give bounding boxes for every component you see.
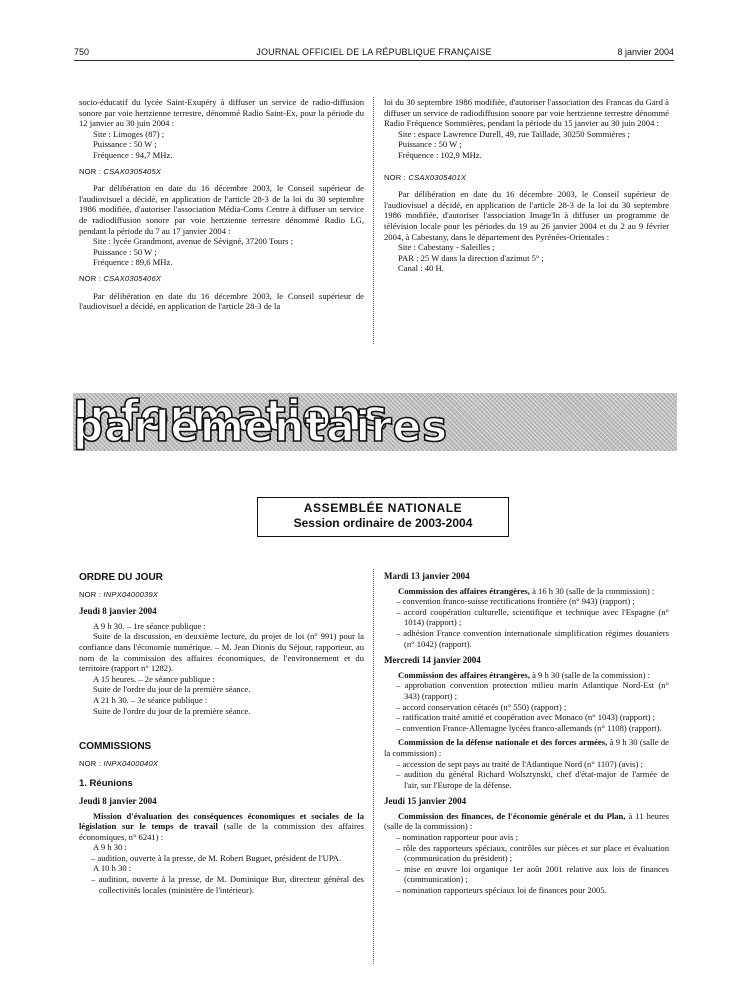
ordre-du-jour-title: ORDRE DU JOUR: [79, 572, 163, 583]
site-line: Site : espace Lawrence Durell, 49, rue Taillade, 30250 Sommières ;: [398, 128, 630, 139]
session-text: Suite de l'ordre du jour de la première séance.: [93, 705, 251, 716]
nor-reference: NOR : CSAX0305405X: [79, 166, 162, 176]
list-item: – ratification traité amitié et coopération avec Monaco (n° 1043) (rapport) ;: [396, 712, 655, 723]
list-item: – convention France-Allemagne lycées franco-allemands (n° 1108) (rapport).: [396, 722, 662, 733]
time-line: A 9 h 30 :: [93, 842, 127, 853]
mission-paragraph: Mission d'évaluation des conséquences économiques et sociales de la législation sur le temps de travail (salle de la commission des affaires économiques, n° 6241) :: [79, 810, 364, 842]
par-line: PAR : 25 W dans la direction d'azimut 5° ;: [398, 252, 544, 263]
top-left-column: [79, 97, 364, 312]
frequency-line: Fréquence : 89,6 MHz.: [93, 257, 173, 268]
list-item: – audition, ouverte à la presse, de M. Robert Buguet, président de l'UPA.: [91, 852, 342, 863]
session-title: Session ordinaire de 2003-2004: [293, 516, 473, 530]
bottom-right-column: [384, 569, 669, 896]
list-item: – audition du général Richard Wolsztynski, chef d'état-major de l'armée de l'air, sur l'Europe de la défense.: [396, 769, 669, 790]
paragraph: Par délibération en date du 16 décembre 2003, le Conseil supérieur de l'audiovisuel a décidé, en application de l'article 28-3 de la loi du 30 septembre 1986 modifiée, d'autoriser l'association Média-Coms Centre à diffuser un service de radiodiffusion sonore par voie hertzienne terrestre dénommé Radio LG, pendant la période du 7 au 17 janvier 2004 :: [79, 183, 364, 236]
list-item: – convention franco-suisse rectifications frontière (n° 943) (rapport) ;: [396, 596, 635, 607]
day-heading: Jeudi 15 janvier 2004: [384, 796, 467, 807]
list-item: – accession de sept pays au traité de l'Atlantique Nord (n° 1107) (avis) ;: [396, 758, 643, 769]
commission-paragraph: Commission des finances, de l'économie générale et du Plan, à 11 heures (salle de la commission) :: [384, 810, 669, 832]
commissions-title: COMMISSIONS: [79, 741, 152, 753]
column-separator: [373, 569, 374, 964]
list-item: – approbation convention protection milieu marin Atlantique Nord-Est (n° 343) (rapport) ;: [396, 680, 669, 701]
nor-reference: NOR : CSAX0305401X: [384, 172, 467, 182]
session-text: Suite de l'ordre du jour de la première séance.: [93, 684, 251, 695]
session-time: A 21 h 30. – 3e séance publique :: [93, 694, 208, 705]
site-line: Site : Limoges (87) ;: [93, 128, 165, 139]
session-time: A 9 h 30. – 1re séance publique :: [93, 620, 206, 631]
journal-title: JOURNAL OFFICIEL DE LA RÉPUBLIQUE FRANÇAISE: [256, 47, 492, 57]
list-item: – adhésion France convention internationale simplification régimes douaniers (n° 1042) (rapport).: [396, 627, 669, 649]
assembly-box: [257, 497, 509, 537]
site-line: Site : lycée Grandmont, avenue de Sévigné, 37200 Tours ;: [93, 236, 293, 247]
top-right-column: [384, 97, 669, 274]
power-line: Puissance : 50 W ;: [93, 139, 157, 150]
list-item: – accord conservation cétacés (n° 550) (rapport) ;: [396, 701, 567, 712]
bottom-left-column: [79, 569, 364, 895]
channel-line: Canal : 40 H.: [398, 263, 444, 274]
day-heading: Jeudi 8 janvier 2004: [79, 606, 157, 617]
nor-reference: NOR : CSAX0305406X: [79, 273, 162, 283]
list-item: – rôle des rapporteurs spéciaux, contrôles sur pièces et sur place et évaluation (communication du président) ;: [396, 842, 669, 864]
banner-title: Informations parlementaires: [73, 391, 449, 451]
day-heading: Jeudi 8 janvier 2004: [79, 795, 157, 806]
issue-date: 8 janvier 2004: [617, 47, 674, 57]
page-number: 750: [74, 47, 90, 57]
list-item: – mise en œuvre loi organique 1er août 2001 relative aux lois de finances (communication) ;: [396, 863, 669, 885]
session-time: A 15 heures. – 2e séance publique :: [93, 673, 215, 684]
commission-paragraph: Commission de la défense nationale et des forces armées, à 9 h 30 (salle de la commission) :: [384, 737, 669, 758]
paragraph: Par délibération en date du 16 décembre 2003, le Conseil supérieur de l'audiovisuel a décidé, en application de l'article 28-3 de la loi du 30 septembre 1986 modifiée, d'autoriser l'association Image'In à diffuser un programme de télévision locale pour les périodes du 19 au 26 janvier 2004 et du 2 au 9 février 2004, à Cabestany, dans le département des Pyrénées-Orientales :: [384, 189, 669, 242]
section-banner: [73, 393, 677, 451]
frequency-line: Fréquence : 102,9 MHz.: [398, 149, 482, 160]
column-separator: [373, 97, 374, 344]
list-item: – audition, ouverte à la presse, de M. Dominique Bur, directeur général des collectivités locales (ministère de l'intérieur).: [91, 874, 364, 895]
nor-reference: NOR : INPX0400039X: [79, 589, 159, 599]
time-line: A 10 h 30 :: [93, 863, 132, 874]
day-heading: Mercredi 14 janvier 2004: [384, 655, 481, 666]
paragraph: Par délibération en date du 16 décembre 2003, le Conseil supérieur de l'audiovisuel a décidé, en application de l'article 28-3 de la: [79, 290, 364, 312]
commission-paragraph: Commission des affaires étrangères, à 16 h 30 (salle de la commission) :: [398, 585, 655, 596]
nor-reference: NOR : INPX0400040X: [79, 758, 159, 768]
assembly-title: ASSEMBLÉE NATIONALE: [303, 501, 463, 515]
header-rule: [74, 60, 674, 61]
commission-paragraph: Commission des affaires étrangères, à 9 h 30 (salle de la commission) :: [398, 669, 650, 680]
reunions-heading: 1. Réunions: [79, 778, 133, 790]
list-item: – accord coopération culturelle, scientifique et technique avec l'Espagne (n° 1014) (rapport) ;: [396, 606, 669, 628]
list-item: – nomination rapporteur pour avis ;: [396, 832, 518, 843]
site-line: Site : Cabestany - Saleilles ;: [398, 242, 495, 253]
power-line: Puissance : 50 W ;: [398, 139, 462, 150]
paragraph: socio-éducatif du lycée Saint-Exupéry à diffuser un service de radio-diffusion sonore par voie hertzienne terrestre, dénommé Radio Saint-Ex, pour la période du 12 janvier au 30 juin 2004 :: [79, 97, 364, 129]
page-header: [74, 47, 674, 61]
session-text: Suite de la discussion, en deuxième lecture, du projet de loi (n° 991) pour la confiance dans l'économie numérique. – M. Jean Dionis du Séjour, rapporteur, au nom de la commission des affaires économiques, de l'environnement et du territoire (rapport n° 1282).: [79, 631, 364, 674]
frequency-line: Fréquence : 94,7 MHz.: [93, 149, 173, 160]
list-item: – nomination rapporteurs spéciaux loi de finances pour 2005.: [396, 885, 607, 896]
paragraph: loi du 30 septembre 1986 modifiée, d'autoriser l'association des Francas du Gard à diffuser un service de radiodiffusion sonore par voie hertzienne terrestre dénommé Radio Fréquence Sommières, pendant la période du 15 janvier au 30 juin 2004 :: [384, 97, 669, 129]
power-line: Puissance : 50 W ;: [93, 246, 157, 257]
day-heading: Mardi 13 janvier 2004: [384, 571, 470, 581]
